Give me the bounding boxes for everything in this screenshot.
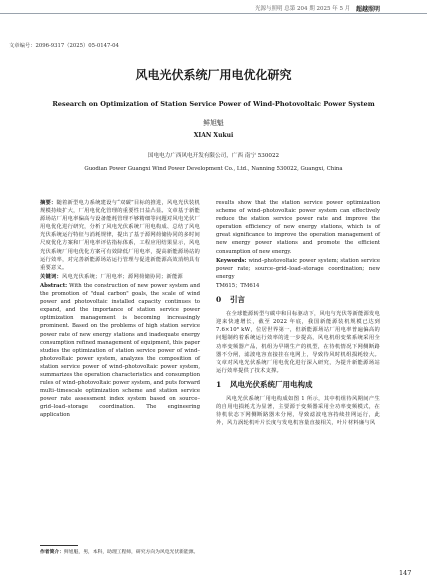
section-0-heading — [216, 296, 380, 304]
keywords-en-label: Keywords: — [216, 257, 247, 264]
abstract-cn-text: 随着新型电力系统建设与“双碳”目标的推进，风电光伏装机规模持续扩大，厂用电优化管理的重要性日益凸显。文章基于新能源场站厂用电率偏高与设备能耗管理不够精细等问题对风电光伏厂用电优化进行研究，分析了风电光伏系统厂用电构成、总结了风电光伏系统运行特征与消耗规律，提出了基于源网荷储协同的多时间尺度优化方案和厂用电率评估指标体系，工程应用结果显示，风电光伏系统厂用电优化方案可有效降低厂用电率，提高新能源场站的运行效率，对完善新能源场站运行管理与促进新能源高效消纳具有重要意义。 — [40, 200, 200, 271]
keywords-cn-label: 关键词： — [40, 273, 62, 280]
section-1-heading — [216, 381, 380, 389]
footnote — [40, 549, 200, 557]
keywords-cn-text: 风电光伏系统；厂用电率；源网荷储协同；新能源 — [62, 273, 183, 280]
abstract-en-text-left: With the construction of new power system and the promotion of "dual carbon" goals, the scale of wind power and photovoltaic installed capacity continues to expand, and the importance of station service power optimization management is becoming increasingly prominent. Based on the problems of high station service power rate of new energy stations and inadequate energy consumption refined management of equipment, this paper studies the optimization of station service power of wind–photovoltaic power system, analyzes the composition of station service power of wind–photovoltaic power system, summarizes the operation characteristics and consumption rules of wind–photovoltaic power system, and puts forward multi–timescale optimization scheme and station service power rate assessment index system based on source–grid–load–storage coordination. The engineering application — [40, 282, 200, 419]
classification: TM615；TM614 — [216, 282, 260, 289]
footnote-label: 作者简介： — [40, 549, 64, 555]
abstract-cn-label: 摘要： — [40, 200, 57, 206]
author-cn: 鲜旭魁 — [203, 119, 224, 127]
section-1-number: 1 — [216, 379, 222, 389]
abstract-cn — [40, 199, 200, 272]
article-id: 文章编号：2096-9317（2025）05-0147-04 — [9, 43, 119, 49]
right-column — [216, 199, 380, 428]
affiliation-cn: 国电电力广西风电开发有限公司，广西 南宁 530022 — [147, 153, 280, 159]
keywords-en — [216, 257, 380, 281]
section-0-number: 0 — [216, 295, 222, 305]
abstract-en-continued: results show that the station service power optimization scheme of wind–photovoltaic power system can effectively reduce the station service power rate and improve the operation efficiency of new energy stations, which is of great significance to improve the operation management of new energy power stations and promote the efficient consumption of new energy. — [216, 200, 380, 255]
journal-brand: 超越照明 — [356, 6, 381, 13]
author-en: XIAN Xukui — [193, 132, 234, 139]
footnote-text: 鲜旭魁，男，本科，助理工程师，研究方向为风电光伏新能源。 — [64, 550, 199, 555]
page-number: 147 — [399, 569, 412, 577]
section-1-text: 风电光伏系统厂用电构成如图 1 所示，其中机组待风期间产生的自用电损耗尤为显著，主要源于变频器采用全功率变频模式，在待机状态下网侧断路器未分闸，导致滤波电容持续挂网运行，此外，风力涡轮机叶片长度与发电机容量直接相关，叶片材料廉与风 — [216, 395, 380, 427]
header-rule — [0, 13, 427, 14]
title-en: Research on Optimization of Station Service Power of Wind-Photovoltaic Power System — [52, 100, 375, 108]
footnote-rule — [40, 545, 78, 546]
left-column — [40, 199, 200, 421]
abstract-en-label: Abstract: — [40, 282, 68, 289]
section-0-text: 在全球能源转型与碳中和目标驱动下，风电与光伏等新能源发电迎来快速增长，截至 2022 年底，我国新能源装机规模已达到 7.6×10⁸ kW，位居世界第一，但新能源场站厂用电率普遍偏高的问题制约着系统运行效率的进一步提高，风电机组变桨系统采用全功率变频器产品，机组为早期生产的机型，在待机情况下网侧断路器不分闸，滤波电容直接挂在电网上，导致待风时机组损耗较大。文章对风电光伏系统厂用电优化进行深入研究，为提升新能源场站运行效率提供了技术支撑。 — [216, 311, 380, 374]
journal-header: 光源与照明 总第 204 期 2025 年 5 月 — [255, 6, 351, 12]
abstract-en — [40, 282, 200, 420]
section-0-title: 引言 — [230, 295, 245, 305]
keywords-en-text: wind–photovoltaic power system; station service power rate; source–grid–load–storage coordination; new energy — [216, 257, 380, 280]
affiliation-en: Guodian Power Guangxi Wind Power Development Co., Ltd., Nanning 530022, Guangxi, China — [84, 166, 343, 172]
keywords-cn — [40, 273, 200, 281]
section-1-title: 风电光伏系统厂用电构成 — [230, 379, 313, 389]
title-cn: 风电光伏系统厂用电优化研究 — [135, 68, 292, 82]
